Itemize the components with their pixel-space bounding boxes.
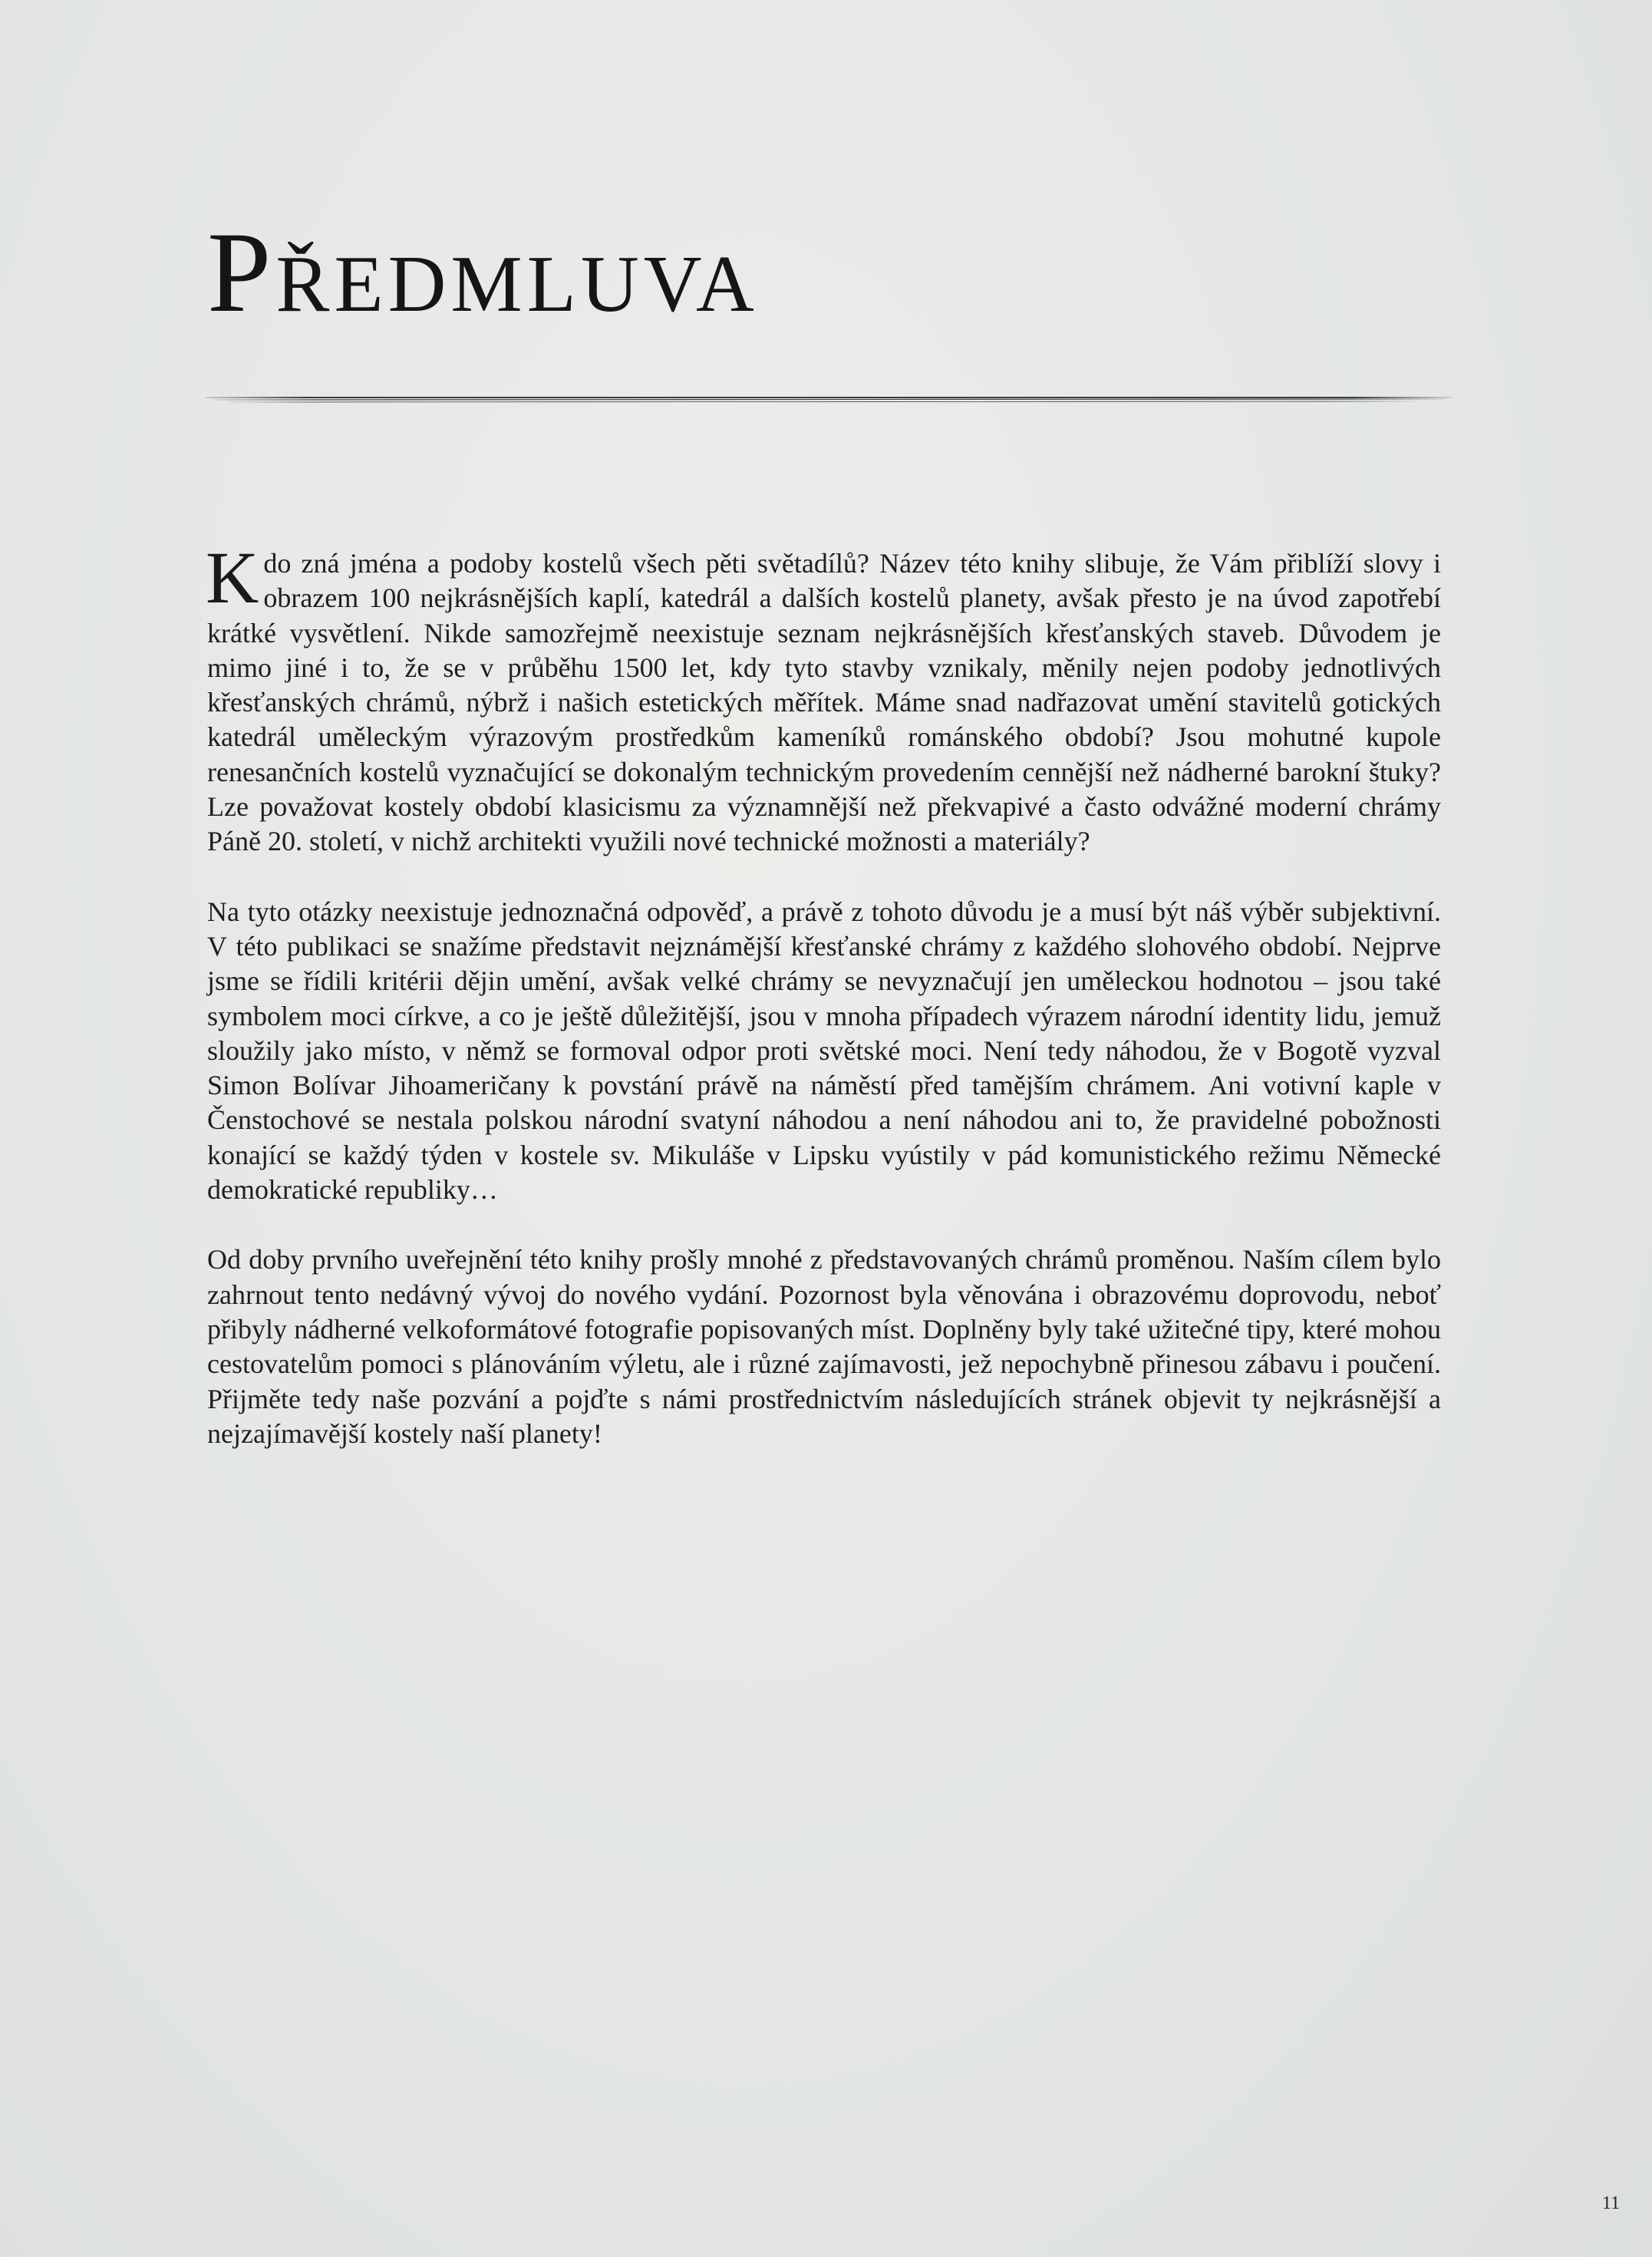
paragraph-3 — [207, 1242, 1441, 1451]
paragraph-3-text: Od doby prvního uveřejnění této knihy prošly mnohé z představovaných chrámů proměnou. Naším cílem bylo zahrnout tento nedávný vývoj do nového vydání. Pozornost byla věnována i obrazovému doprovodu, neboť přibyly nádherné velkoformátové fotografie popisovaných míst. Doplněny byly také užitečné tipy, které mohou cestovatelům pomoci s plánováním výletu, ale i různé zajímavosti, jež nepochybně přinesou zábavu i poučení. Přijměte tedy naše pozvání a pojďte s námi prostřednictvím následujících stránek objevit ty nejkrásnější a nejzajímavější kostely naší planety! — [207, 1244, 1441, 1449]
preface-text — [206, 536, 1441, 1487]
paragraph-2 — [207, 895, 1441, 1208]
drop-cap: K — [206, 536, 259, 619]
title-divider — [206, 394, 1453, 404]
page-number: 11 — [1602, 2193, 1621, 2213]
paragraph-1 — [206, 536, 1441, 860]
paragraph-2-text: Na tyto otázky neexistuje jednoznačná odpověď, a právě z tohoto důvodu je a musí být náš výběr subjektivní. V této publikaci se snažíme představit nejznámější křesťanské chrámy z každého slohového období. Nejprve jsme se řídili kritérii dějin umění, avšak velké chrámy se nevyznačují jen uměleckou hodnotou – jsou také symbolem moci církve, a co je ještě důležitější, jsou v mnoha případech výrazem národní identity lidu, jemuž sloužily jako místo, v němž se formoval odpor proti světské moci. Není tedy náhodou, že v Bogotě vyzval Simon Bolívar Jihoameričany k povstání právě na náměstí před tamějším chrámem. Ani votivní kaple v Čenstochové se nestala polskou národní svatyní náhodou a není náhodou ani to, že pravidelné pobožnosti konající se každý týden v kostele sv. Mikuláše v Lipsku vyústily v pád komunistického režimu Německé demokratické republiky… — [207, 896, 1441, 1206]
page-title: Předmluva — [207, 209, 759, 336]
paragraph-1-text: do zná jména a podoby kostelů všech pěti světadílů? Název této knihy slibuje, že Vám přiblíží slovy i obrazem 100 nejkrásnějších kaplí, katedrál a dalších kostelů planety, avšak přesto je na úvod zapotřebí krátké vysvětlení. Nikde samozřejmě neexistuje seznam nejkrásnějších křesťanských staveb. Důvodem je mimo jiné i to, že se v průběhu 1500 let, kdy tyto stavby vznikaly, měnily nejen podoby jednotlivých křesťanských chrámů, nýbrž i našich estetických měřítek. Máme snad nadřazovat umění stavitelů gotických katedrál uměleckým výrazovým prostředkům kameníků románského období? Jsou mohutné kupole renesančních kostelů vyznačující se dokonalým technickým provedením cennější než nádherné barokní štuky? Lze považovat kostely období klasicismu za významnější než překvapivé a často odvážné moderní chrámy Páně 20. století, v nichž architekti využili nové technické možnosti a materiály? — [207, 548, 1441, 857]
